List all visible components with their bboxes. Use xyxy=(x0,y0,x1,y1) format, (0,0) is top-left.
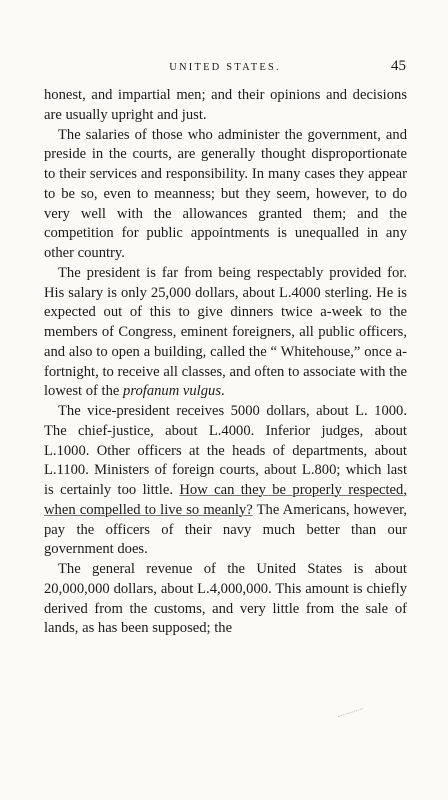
paragraph-salaries: The salaries of those who administer the government, and preside in the courts, are generally thought disproportionate to their services and responsibility. In many cases they appear to be so, even to meanness; but they seem, however, to do very well with the allowances granted them; and the competition for public appointments is unequalled in any other country. xyxy=(44,126,407,261)
paragraph-continued: honest, and impartial men; and their opinions and decisions are usually upright and just. xyxy=(44,87,407,123)
running-head: UNITED STATES. xyxy=(169,62,281,73)
vice-president-text: The vice-president receives 5000 dollars, about L. 1000. The chief-justice, about L.4000. Inferior judges, about L.1000. Other officers at the heads of departments, about L.1100. Ministers of foreign courts, about L.800; which last is certainly too little. xyxy=(44,403,407,498)
body-text xyxy=(44,86,407,639)
page-header xyxy=(44,58,406,80)
pencil-smudge xyxy=(338,708,364,721)
latin-phrase: profanum vulgus xyxy=(123,383,222,400)
pencil-marked-sentence: How can they be properly respected, when compelled to live so meanly? xyxy=(44,482,407,518)
page-number: 45 xyxy=(391,58,406,74)
paragraph-president xyxy=(44,264,407,402)
paragraph-vice-president xyxy=(44,402,407,560)
paragraph-revenue: The general revenue of the United States is about 20,000,000 dollars, about L.4,000,000. This amount is chiefly derived from the customs, and very little from the sale of lands, as has been supposed; the xyxy=(44,561,407,637)
vice-president-text-end: The Americans, however, pay the officers of their navy much better than our government does. xyxy=(44,501,407,558)
president-text-end: . xyxy=(221,383,225,400)
president-text: The president is far from being respectably provided for. His salary is only 25,000 dollars, about L.4000 sterling. He is expected out of this to give dinners twice a-week to the members of Congress, eminent foreigners, all public officers, and also to open a building, called the “ Whitehouse,” once a-fortnight, to receive all classes, and often to associate with the lowest of the xyxy=(44,264,407,400)
